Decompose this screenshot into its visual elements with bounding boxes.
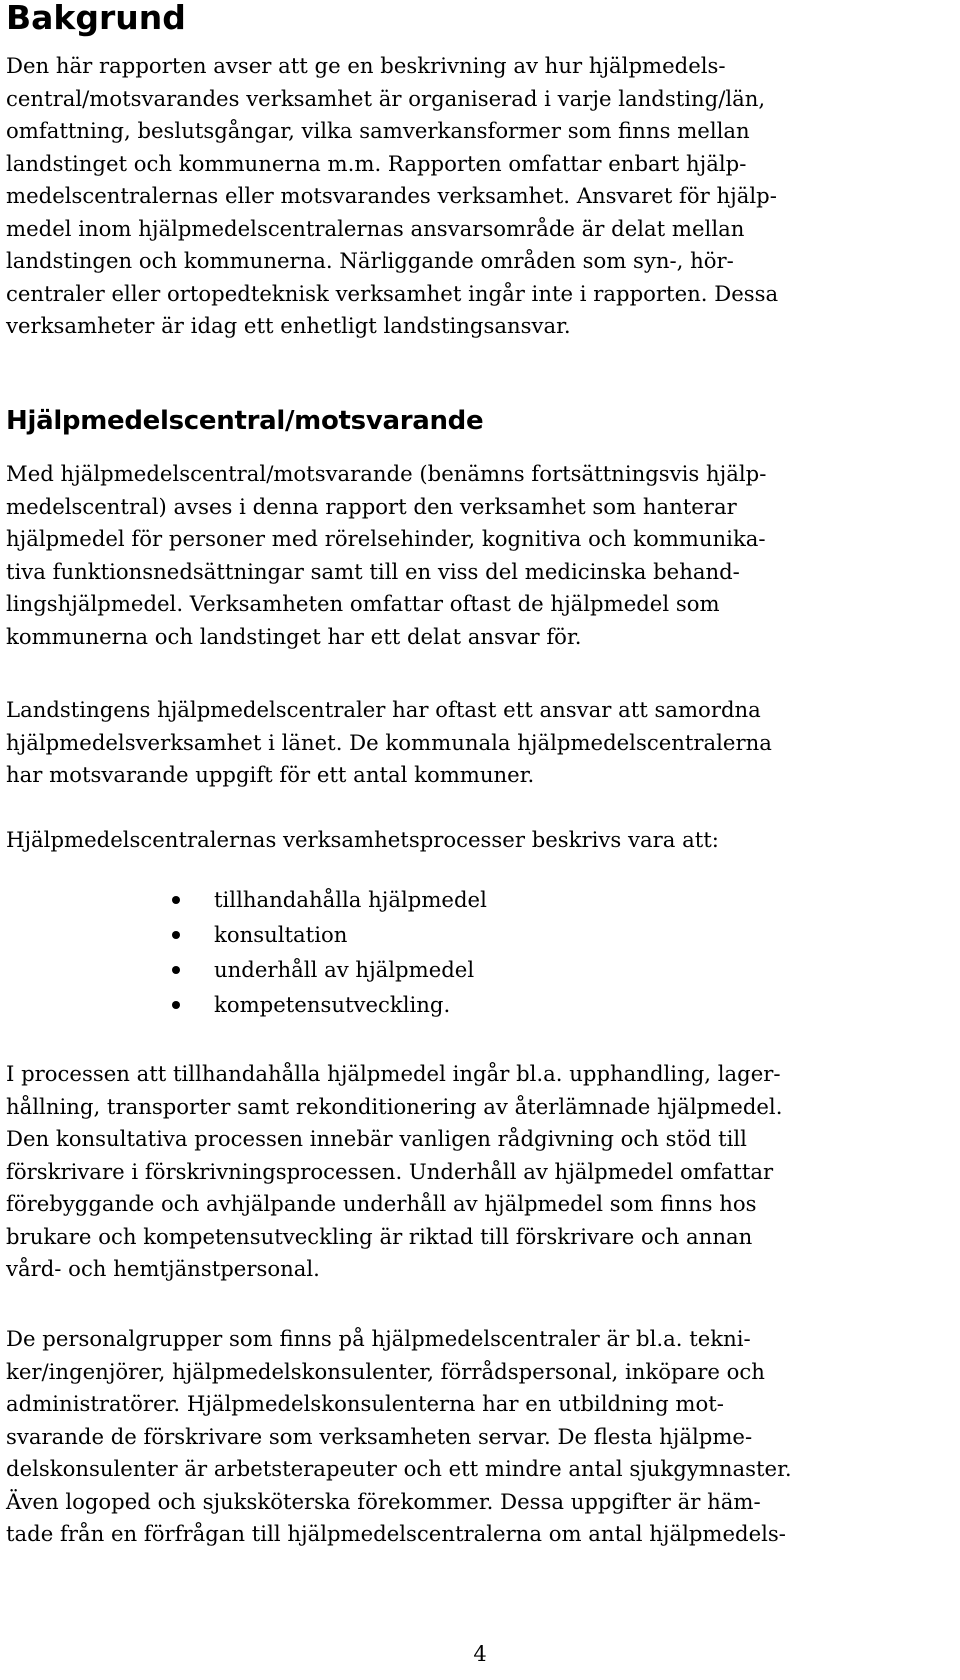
bullet-icon <box>172 896 180 904</box>
text-line: tade från en förfrågan till hjälpmedelscentralerna om antal hjälpmedels- <box>6 1521 786 1546</box>
text-line: förskrivare i förskrivningsprocessen. Underhåll av hjälpmedel omfattar <box>6 1158 774 1184</box>
bullet-item <box>168 952 487 987</box>
text-line: kommunerna och landstinget har ett delat ansvar för. <box>6 623 582 649</box>
text-line: centraler eller ortopedteknisk verksamhet ingår inte i rapporten. Dessa <box>6 280 779 306</box>
bullet-icon <box>172 1001 180 1009</box>
text-line: I processen att tillhandahålla hjälpmedel ingår bl.a. upphandling, lager- <box>6 1061 781 1086</box>
text-line: central/motsvarandes verksamhet är organiserad i varje landsting/län, <box>6 85 766 111</box>
text-line: Även logoped och sjuksköterska förekommer. Dessa uppgifter är häm- <box>6 1488 761 1514</box>
text-line: delskonsulenter är arbetsterapeuter och ett mindre antal sjukgymnaster. <box>6 1456 792 1481</box>
bullet-icon <box>172 931 180 939</box>
bullet-item <box>168 917 487 952</box>
bullet-text: tillhandahålla hjälpmedel <box>214 887 487 912</box>
text-line: Den här rapporten avser att ge en beskrivning av hur hjälpmedels- <box>6 53 726 78</box>
bullet-item <box>168 882 487 917</box>
text-line: brukare och kompetensutveckling är riktad till förskrivare och annan <box>6 1223 753 1249</box>
text-line: tiva funktionsnedsättningar samt till en viss del medicinska behand- <box>6 558 740 584</box>
text-line: medelscentral) avses i denna rapport den verksamhet som hanterar <box>6 493 737 519</box>
text-line: medelscentralernas eller motsvarandes verksamhet. Ansvaret för hjälp- <box>6 183 777 208</box>
text-line: hållning, transporter samt rekonditionering av återlämnade hjälpmedel. <box>6 1093 783 1119</box>
text-line: förebyggande och avhjälpande underhåll av hjälpmedel som finns hos <box>6 1191 757 1216</box>
text-line: De personalgrupper som finns på hjälpmedelscentraler är bl.a. tekni- <box>6 1326 751 1351</box>
subsection-heading: Hjälpmedelscentral/motsvarande <box>6 406 484 436</box>
text-line: landstingen och kommunerna. Närliggande områden som syn-, hör- <box>6 248 734 273</box>
definition-paragraph <box>6 458 960 653</box>
bullet-text: konsultation <box>214 922 348 947</box>
page-number: 4 <box>473 1642 487 1666</box>
text-line: verksamheter är idag ett enhetligt landstingsansvar. <box>6 313 571 338</box>
bullet-item <box>168 987 487 1022</box>
text-line: Hjälpmedelscentralernas verksamhetsprocesser beskrivs vara att: <box>6 827 719 852</box>
county-paragraph <box>6 694 960 792</box>
text-line: landstinget och kommunerna m.m. Rapporten omfattar enbart hjälp- <box>6 150 747 176</box>
text-line: har motsvarande uppgift för ett antal kommuner. <box>6 762 535 787</box>
text-line: administratörer. Hjälpmedelskonsulenterna har en utbildning mot- <box>6 1391 724 1416</box>
intro-paragraph <box>6 50 960 343</box>
bullet-text: kompetensutveckling. <box>214 992 451 1017</box>
text-line: hjälpmedel för personer med rörelsehinder, kognitiva och kommunika- <box>6 526 766 551</box>
text-line: Landstingens hjälpmedelscentraler har oftast ett ansvar att samordna <box>6 697 761 722</box>
bullet-icon <box>172 966 180 974</box>
text-line: vård- och hemtjänstpersonal. <box>6 1256 320 1281</box>
section-heading: Bakgrund <box>6 0 186 37</box>
text-line: Med hjälpmedelscentral/motsvarande (benämns fortsättningsvis hjälp- <box>6 461 767 486</box>
text-line: hjälpmedelsverksamhet i länet. De kommunala hjälpmedelscentralerna <box>6 729 772 755</box>
bullet-text: underhåll av hjälpmedel <box>214 957 475 982</box>
text-line: ker/ingenjörer, hjälpmedelskonsulenter, förrådspersonal, inköpare och <box>6 1358 765 1384</box>
text-line: medel inom hjälpmedelscentralernas ansvarsområde är delat mellan <box>6 215 745 241</box>
text-line: omfattning, beslutsgångar, vilka samverkansformer som finns mellan <box>6 118 750 143</box>
process-intro-paragraph <box>6 824 960 857</box>
process-detail-paragraph <box>6 1058 960 1286</box>
process-bullet-list <box>168 882 487 1022</box>
text-line: svarande de förskrivare som verksamheten servar. De flesta hjälpme- <box>6 1423 753 1449</box>
text-line: Den konsultativa processen innebär vanligen rådgivning och stöd till <box>6 1126 747 1151</box>
text-line: lingshjälpmedel. Verksamheten omfattar oftast de hjälpmedel som <box>6 591 720 616</box>
staff-paragraph <box>6 1323 960 1551</box>
